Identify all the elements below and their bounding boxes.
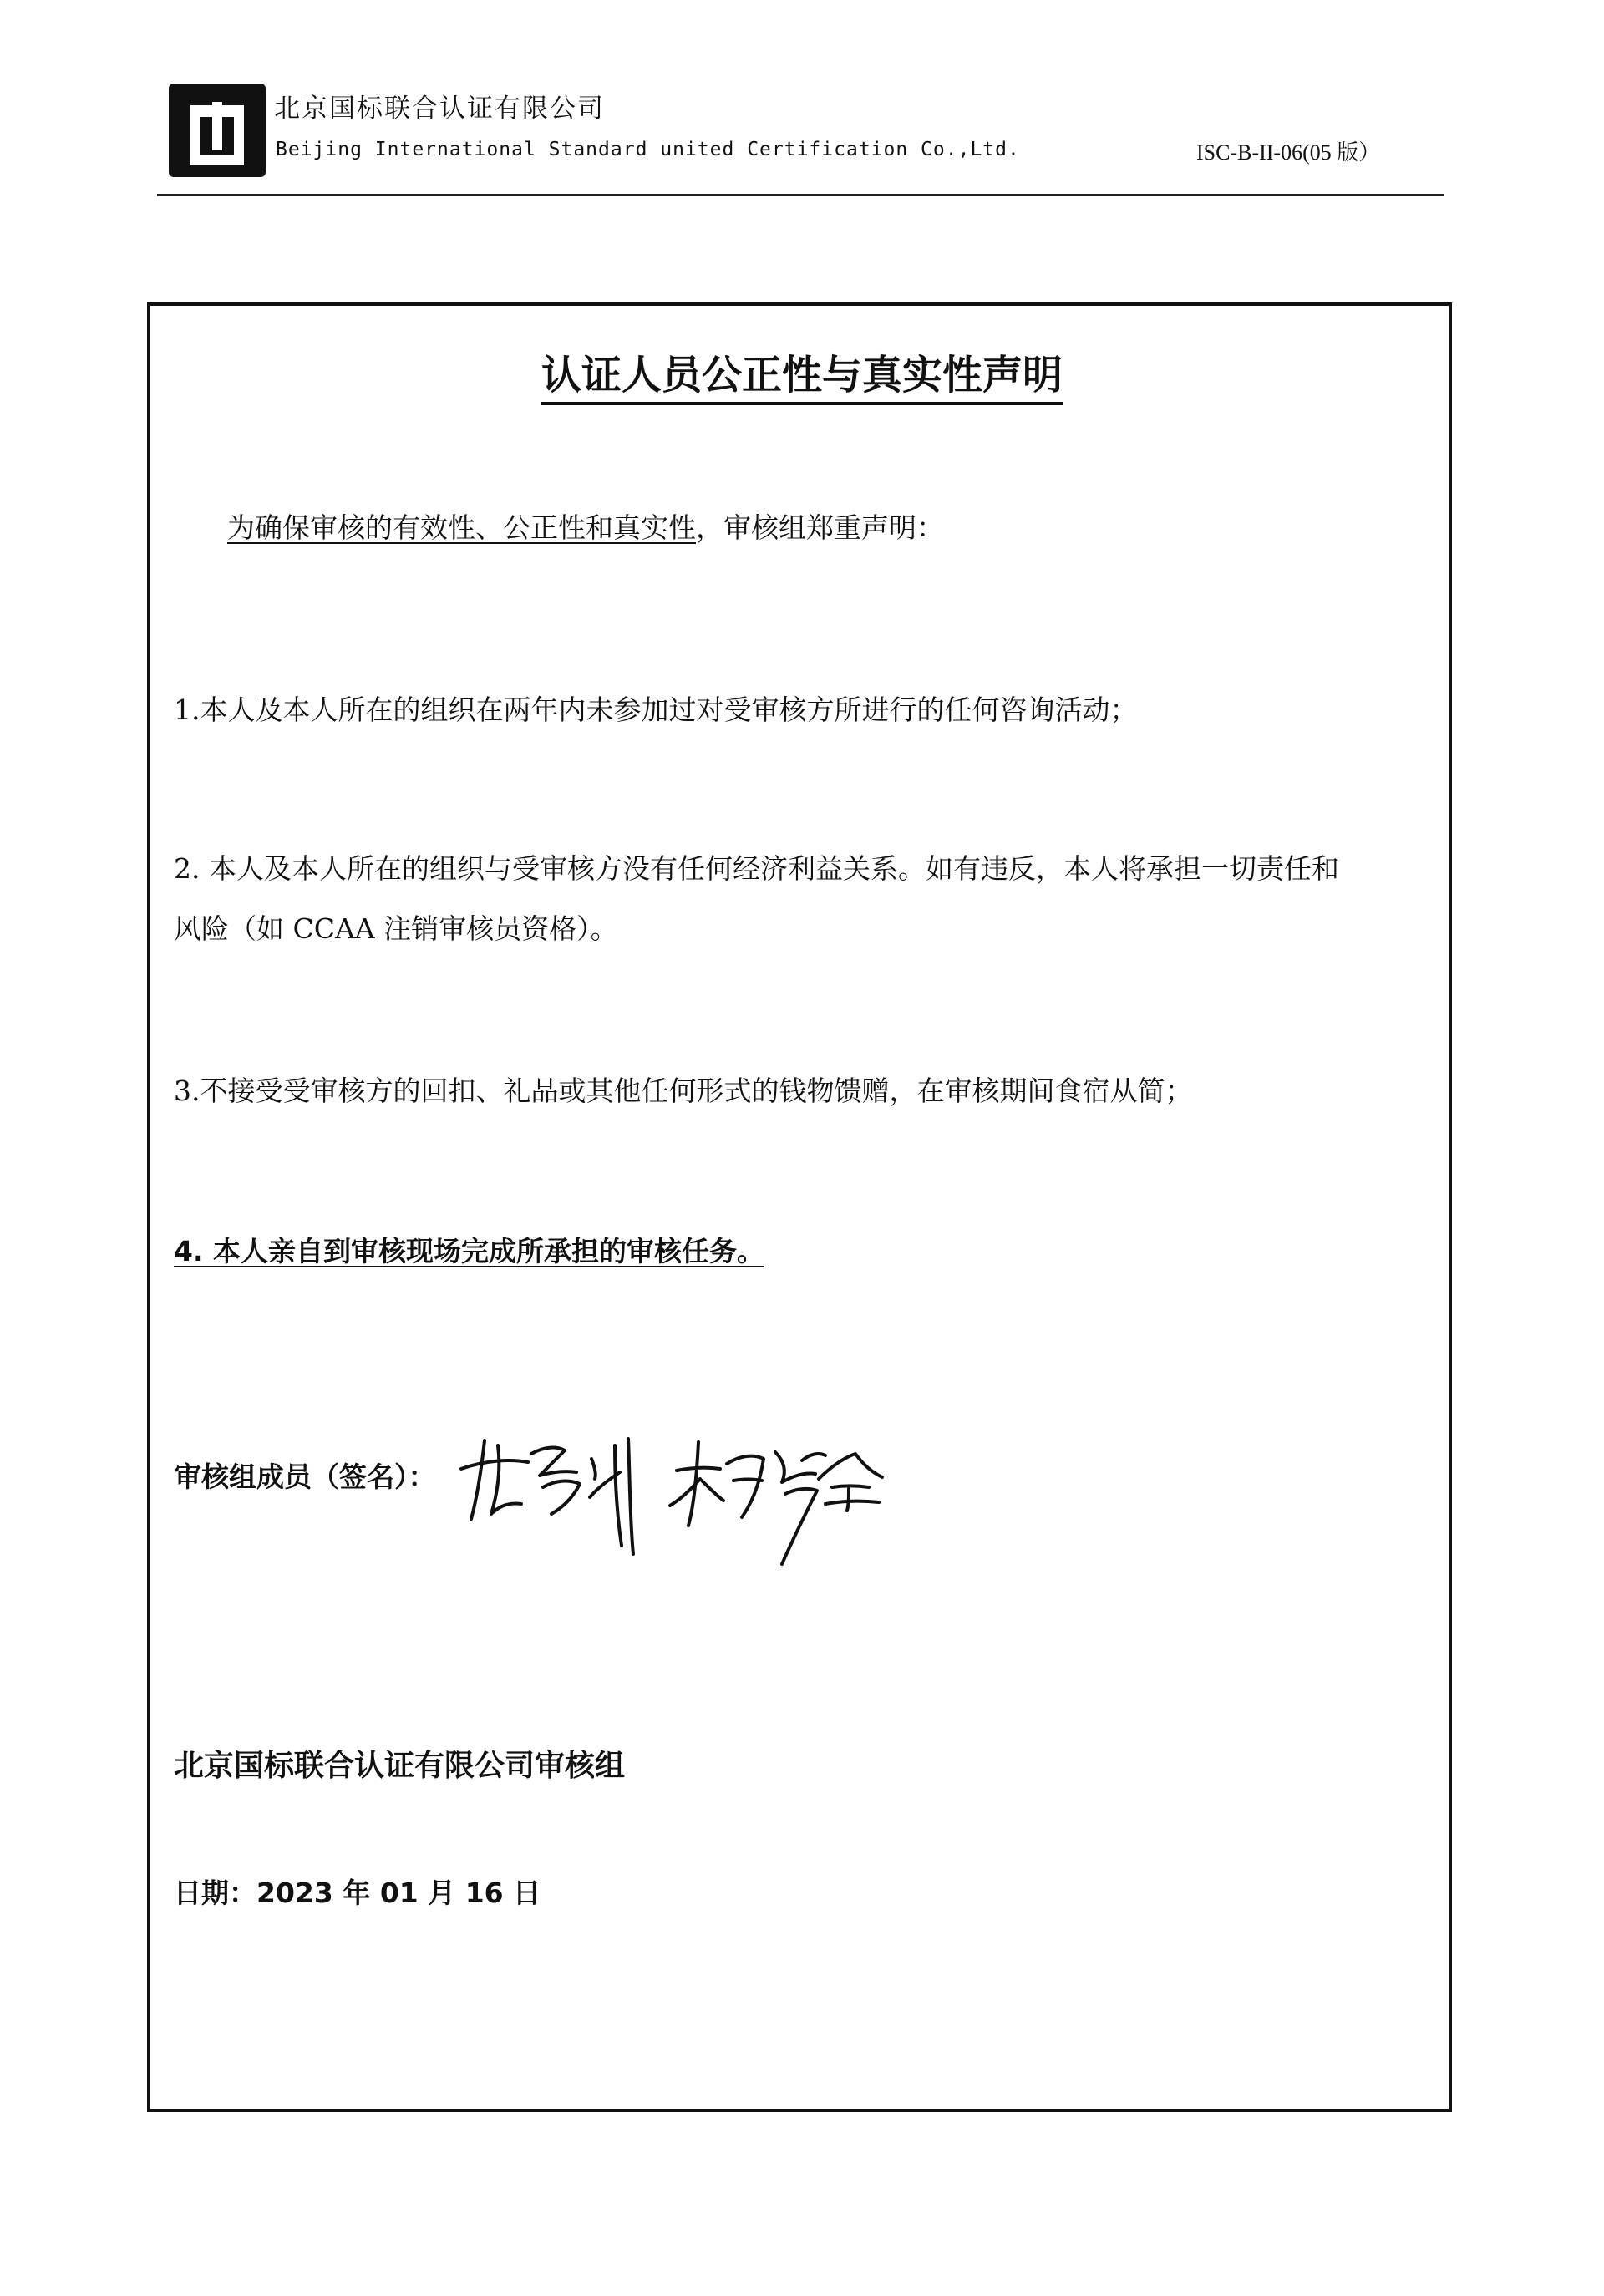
statement-item-2-cont: 风险（如 CCAA 注销审核员资格）。 bbox=[174, 912, 618, 945]
date-label: 日期： bbox=[174, 1877, 256, 1909]
statement-item-2: 2. 本人及本人所在的组织与受审核方没有任何经济利益关系。如有违反，本人将承担一切责任和 bbox=[174, 852, 1339, 885]
statement-item-4: 4. 本人亲自到审核现场完成所承担的审核任务。 bbox=[174, 1235, 764, 1267]
date-row bbox=[174, 1877, 541, 1910]
organization-name: 北京国标联合认证有限公司审核组 bbox=[174, 1749, 626, 1783]
document-title: 认证人员公正性与真实性声明 bbox=[541, 352, 1063, 405]
intro-paragraph bbox=[227, 511, 944, 545]
document-title-row bbox=[0, 343, 1604, 400]
statement-item-3: 3.不接受受审核方的回扣、礼品或其他任何形式的钱物馈赠，在审核期间食宿从简； bbox=[174, 1074, 1193, 1107]
signature-2 bbox=[670, 1442, 882, 1564]
company-logo-icon bbox=[165, 80, 269, 180]
signature-1 bbox=[461, 1439, 633, 1554]
document-frame bbox=[147, 302, 1452, 2112]
statement-item-1: 1.本人及本人所在的组织在两年内未参加过对受审核方所进行的任何咨询活动； bbox=[174, 693, 1138, 726]
signature-label: 审核组成员（签名）： bbox=[174, 1460, 436, 1493]
header-divider bbox=[157, 194, 1444, 196]
company-name-en: Beijing International Standard united Certification Co.,Ltd. bbox=[276, 139, 1020, 160]
handwritten-signatures bbox=[451, 1420, 886, 1571]
form-code: ISC-B-II-06(05 版） bbox=[1196, 140, 1381, 165]
company-name-cn: 北京国标联合认证有限公司 bbox=[274, 94, 605, 124]
intro-rest: ，审核组郑重声明： bbox=[696, 511, 944, 544]
date-value: 2023 年 01 月 16 日 bbox=[256, 1877, 541, 1909]
intro-underlined: 为确保审核的有效性、公正性和真实性 bbox=[227, 511, 696, 544]
